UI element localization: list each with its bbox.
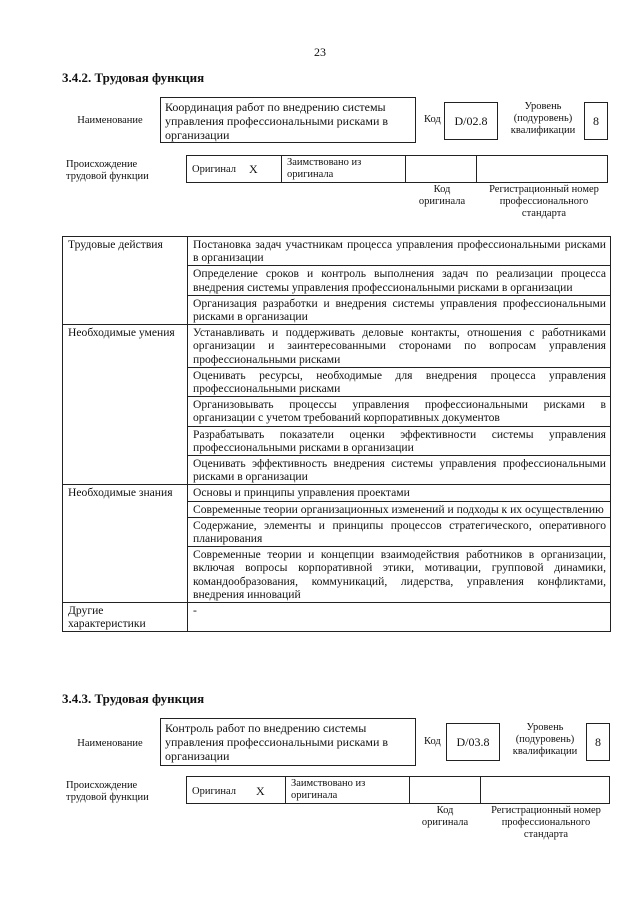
reg-number-label-2: Регистрационный номер профессионального стандарта bbox=[491, 805, 601, 840]
section-title-1: 3.4.2. Трудовая функция bbox=[62, 70, 205, 85]
table-cell: Организация разработки и внедрения системы управления профессиональными рисками в организации bbox=[188, 295, 611, 324]
table-cell: Современные теории организационных изменений и подходы к их осуществлению bbox=[188, 501, 611, 517]
table-row bbox=[63, 237, 611, 266]
orig-code-label-1: Код оригинала bbox=[418, 184, 466, 207]
orig-code-label-2: Код оригинала bbox=[421, 805, 469, 828]
table-cell: Постановка задач участникам процесса управления профессиональными рисками в организации bbox=[188, 237, 611, 266]
original-mark-1: X bbox=[249, 162, 258, 176]
row-label: Необходимые знания bbox=[63, 485, 188, 603]
table-cell: Современные теории и концепции взаимодействия работников в организации, включая вопросы корпоративной этики, мотивации, групповой динамики, командообразования, коммуникаций, лидерства, управления конфликтами, внедрения инноваций bbox=[188, 547, 611, 603]
table-cell: Оценивать ресурсы, необходимые для внедрения процесса управления профессиональными рисками bbox=[188, 367, 611, 396]
divider bbox=[409, 776, 410, 804]
table-cell: Разрабатывать показатели оценки эффективности системы управления профессиональными рисками в организации bbox=[188, 426, 611, 455]
table-row bbox=[63, 325, 611, 368]
table-cell: Содержание, элементы и принципы процессов стратегического, оперативного планирования bbox=[188, 517, 611, 546]
row-label: Трудовые действия bbox=[63, 237, 188, 325]
section-title-2: 3.4.3. Трудовая функция bbox=[62, 691, 205, 706]
code-value-1: D/02.8 bbox=[444, 102, 498, 140]
divider bbox=[480, 776, 481, 804]
table-cell: Организовывать процессы управления профессиональными рисками в организации с учетом требований корпоративных документов bbox=[188, 397, 611, 426]
divider bbox=[476, 155, 477, 183]
divider bbox=[405, 155, 406, 183]
row-label: Необходимые умения bbox=[63, 325, 188, 485]
name-value-2: Контроль работ по внедрению системы управления профессиональными рисками в организации bbox=[160, 718, 416, 766]
original-label-2: Оригинал bbox=[192, 786, 236, 797]
divider bbox=[281, 155, 282, 183]
name-value-1: Координация работ по внедрению системы управления профессиональными рисками в организации bbox=[160, 97, 416, 143]
name-label-1: Наименование bbox=[77, 115, 143, 126]
table-row bbox=[63, 603, 611, 632]
level-value-1: 8 bbox=[584, 102, 608, 140]
function-table bbox=[62, 236, 611, 632]
page-number: 23 bbox=[314, 45, 326, 59]
origin-label-2: Происхождение трудовой функции bbox=[66, 780, 149, 803]
level-value-2: 8 bbox=[586, 723, 610, 761]
origin-label-1: Происхождение трудовой функции bbox=[66, 159, 149, 182]
divider bbox=[285, 776, 286, 804]
reg-number-label-1: Регистрационный номер профессионального стандарта bbox=[489, 184, 599, 219]
name-label-2: Наименование bbox=[77, 738, 143, 749]
table-cell: Определение сроков и контроль выполнения задач по реализации процесса внедрения системы управления профессиональными рисками в организации bbox=[188, 266, 611, 295]
level-label-2: Уровень (подуровень) квалификации bbox=[512, 722, 578, 757]
original-label-1: Оригинал bbox=[192, 164, 236, 175]
code-value-2: D/03.8 bbox=[446, 723, 500, 761]
code-label-1: Код bbox=[424, 114, 441, 125]
table-cell: Основы и принципы управления проектами bbox=[188, 485, 611, 501]
level-label-1: Уровень (подуровень) квалификации bbox=[510, 101, 576, 136]
table-cell: - bbox=[188, 603, 611, 632]
code-label-2: Код bbox=[424, 736, 441, 747]
original-mark-2: X bbox=[256, 784, 265, 798]
borrowed-label-1: Заимствовано из оригинала bbox=[287, 157, 362, 180]
borrowed-label-2: Заимствовано из оригинала bbox=[291, 778, 366, 801]
table-cell: Устанавливать и поддерживать деловые контакты, отношения с работниками организации и заинтересованными сторонами по вопросам управления профессиональными рисками bbox=[188, 325, 611, 368]
table-row bbox=[63, 485, 611, 501]
row-label: Другие характеристики bbox=[63, 603, 188, 632]
table-cell: Оценивать эффективность внедрения системы управления профессиональными рисками в организации bbox=[188, 456, 611, 485]
